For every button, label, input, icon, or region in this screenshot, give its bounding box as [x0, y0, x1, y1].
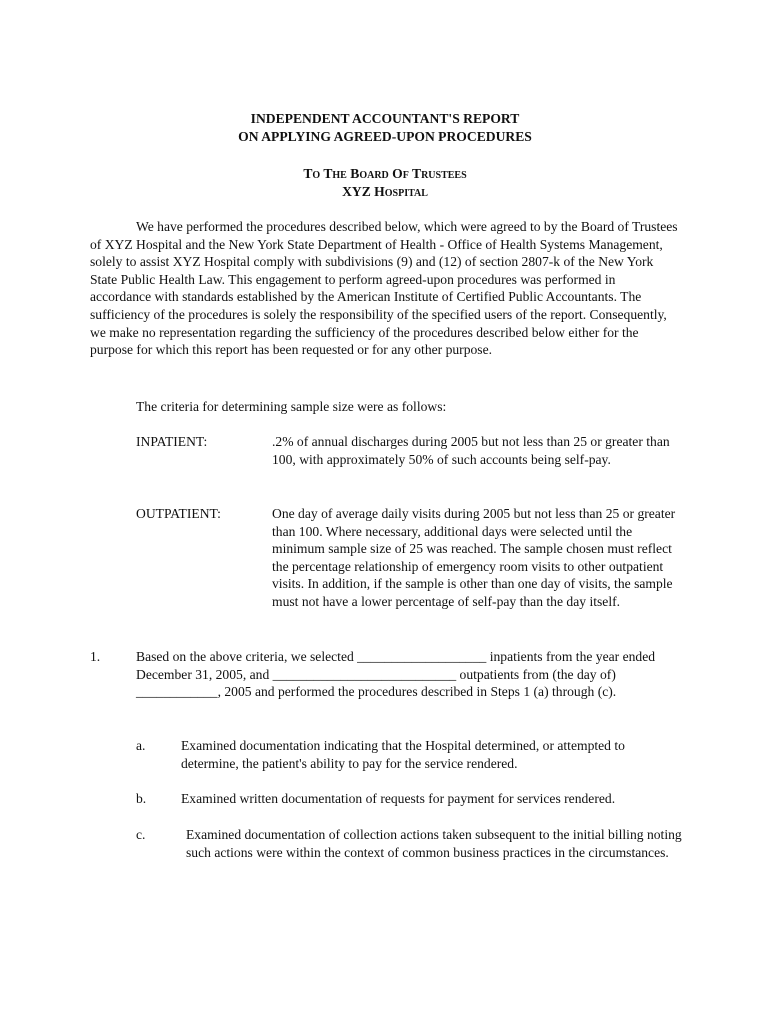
inpatient-criteria-text: .2% of annual discharges during 2005 but not less than 25 or greater than 100, with approximately 50% of such accounts being self-pay. [272, 434, 670, 467]
criteria-intro: The criteria for determining sample size were as follows: [136, 399, 447, 414]
outpatient-label: OUTPATIENT: [136, 506, 221, 521]
substep-a-text: Examined documentation indicating that the Hospital determined, or attempted to determine, the patient's ability to pay for the service rendered. [181, 738, 625, 771]
substep-b-text: Examined written documentation of requests for payment for services rendered. [181, 791, 616, 806]
substep-b-label: b. [136, 791, 147, 806]
step1-number: 1. [90, 649, 101, 664]
addressee-line2: XYZ Hospital [342, 184, 428, 199]
inpatient-label: INPATIENT: [136, 434, 208, 449]
outpatient-criteria-text: One day of average daily visits during 2005 but not less than 25 or greater than 100. Where necessary, additional days were selected until the minimum sample size of 25 was reached. The sample chosen must reflect the percentage relationship of emergency room visits to other outpatient visits. In addition, if the sample is other than one day of visits, the sample must not have a lower percentage of self-pay than the day itself. [272, 506, 676, 609]
intro-paragraph: We have performed the procedures described below, which were agreed to by the Board of Trustees of XYZ Hospital and the New York State Department of Health - Office of Health Systems Management, solely to assist XYZ Hospital comply with subdivisions (9) and (12) of section 2807-k of the New York State Public Health Law. This engagement to perform agreed-upon procedures was performed in accordance with standards established by the American Institute of Certified Public Accountants. The sufficiency of the procedures is solely the responsibility of the specified users of the report. Consequently, we make no representation regarding the sufficiency of the procedures described below either for the purpose for which this report has been requested or for any other purpose. [90, 219, 678, 358]
addressee-line1: To The Board Of Trustees [303, 166, 467, 181]
substep-c-label: c. [136, 827, 146, 842]
substep-c-text: Examined documentation of collection actions taken subsequent to the initial billing noting such actions were within the context of common business practices in the circumstances. [186, 827, 682, 860]
substep-a-label: a. [136, 738, 146, 753]
report-title-line2: ON APPLYING AGREED-UPON PROCEDURES [238, 129, 532, 144]
report-title-line1: INDEPENDENT ACCOUNTANT'S REPORT [250, 111, 520, 126]
step1-text: Based on the above criteria, we selected ___________________ inpatients from the year ended December 31, 2005, and ___________________________ outpatients from (the day of) ____________, 2005 and performed the procedures described in Steps 1 (a) through (c). [136, 649, 656, 700]
